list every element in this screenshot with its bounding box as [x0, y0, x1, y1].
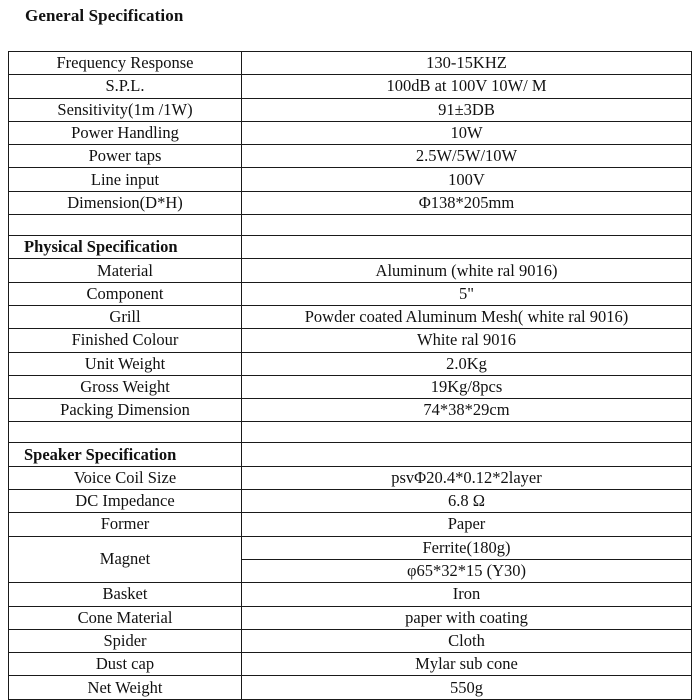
- spec-label: Net Weight: [9, 676, 242, 699]
- spec-row-dust-cap: [9, 653, 692, 676]
- spec-row-material: [9, 259, 692, 282]
- spec-value: Ferrite(180g): [242, 536, 692, 559]
- spec-value: Aluminum (white ral 9016): [242, 259, 692, 282]
- spec-value: Paper: [242, 513, 692, 536]
- spec-value: psvΦ20.4*0.12*2layer: [242, 466, 692, 489]
- spec-label: Gross Weight: [9, 375, 242, 398]
- spec-label: Voice Coil Size: [9, 466, 242, 489]
- spec-label: Packing Dimension: [9, 399, 242, 422]
- spec-value: 10W: [242, 121, 692, 144]
- spacer-row: [9, 215, 692, 236]
- spec-label: Finished Colour: [9, 329, 242, 352]
- spec-label: Line input: [9, 168, 242, 191]
- spec-value: 130-15KHZ: [242, 52, 692, 75]
- spec-label: S.P.L.: [9, 75, 242, 98]
- spec-label: Frequency Response: [9, 52, 242, 75]
- empty-cell: [9, 215, 242, 236]
- specification-table: [8, 51, 692, 700]
- spec-label: Power Handling: [9, 121, 242, 144]
- spec-value: Powder coated Aluminum Mesh( white ral 9016): [242, 305, 692, 328]
- section-header-speaker: [9, 443, 692, 466]
- spec-label: Component: [9, 282, 242, 305]
- spec-row-dc-impedance: [9, 490, 692, 513]
- spec-label: Spider: [9, 629, 242, 652]
- spec-value: 5": [242, 282, 692, 305]
- spec-row-magnet: [9, 536, 692, 559]
- section-header-physical: [9, 236, 692, 259]
- spec-label: Former: [9, 513, 242, 536]
- spec-label: Material: [9, 259, 242, 282]
- spec-label: Dust cap: [9, 653, 242, 676]
- spec-row-grill: [9, 305, 692, 328]
- spec-value: 19Kg/8pcs: [242, 375, 692, 398]
- spec-row-cone-material: [9, 606, 692, 629]
- spec-value: 100V: [242, 168, 692, 191]
- spec-row-spl: [9, 75, 692, 98]
- spec-row-packing-dimension: [9, 399, 692, 422]
- spec-row-unit-weight: [9, 352, 692, 375]
- empty-cell: [242, 443, 692, 466]
- spec-value: φ65*32*15 (Y30): [242, 559, 692, 582]
- spec-row-power-handling: [9, 121, 692, 144]
- spec-value: paper with coating: [242, 606, 692, 629]
- spec-label: Power taps: [9, 145, 242, 168]
- general-specification-title: General Specification: [25, 6, 184, 25]
- spec-value: Mylar sub cone: [242, 653, 692, 676]
- spec-label: DC Impedance: [9, 490, 242, 513]
- spec-value: Cloth: [242, 629, 692, 652]
- spec-row-line-input: [9, 168, 692, 191]
- spec-label: Grill: [9, 305, 242, 328]
- spec-row-sensitivity: [9, 98, 692, 121]
- spec-value: 74*38*29cm: [242, 399, 692, 422]
- spec-value: Φ138*205mm: [242, 191, 692, 214]
- empty-cell: [242, 422, 692, 443]
- spec-label: Basket: [9, 583, 242, 606]
- spec-label: Sensitivity(1m /1W): [9, 98, 242, 121]
- spec-row-basket: [9, 583, 692, 606]
- spec-row-voice-coil-size: [9, 466, 692, 489]
- spec-value: White ral 9016: [242, 329, 692, 352]
- spec-label: Magnet: [9, 536, 242, 583]
- spacer-row: [9, 422, 692, 443]
- section-title: Speaker Specification: [9, 443, 242, 466]
- spec-label: Cone Material: [9, 606, 242, 629]
- spec-row-finished-colour: [9, 329, 692, 352]
- spec-value: Iron: [242, 583, 692, 606]
- spec-value: 2.0Kg: [242, 352, 692, 375]
- spec-value: 2.5W/5W/10W: [242, 145, 692, 168]
- spec-value: 6.8 Ω: [242, 490, 692, 513]
- spec-row-dimension: [9, 191, 692, 214]
- spec-row-frequency-response: [9, 52, 692, 75]
- spec-row-gross-weight: [9, 375, 692, 398]
- empty-cell: [9, 422, 242, 443]
- empty-cell: [242, 215, 692, 236]
- spec-label: Dimension(D*H): [9, 191, 242, 214]
- spec-value: 550g: [242, 676, 692, 699]
- spec-value: 100dB at 100V 10W/ M: [242, 75, 692, 98]
- spec-row-former: [9, 513, 692, 536]
- spec-value: 91±3DB: [242, 98, 692, 121]
- spec-row-component: [9, 282, 692, 305]
- spec-row-net-weight: [9, 676, 692, 699]
- spec-row-power-taps: [9, 145, 692, 168]
- empty-cell: [242, 236, 692, 259]
- section-title: Physical Specification: [9, 236, 242, 259]
- spec-row-spider: [9, 629, 692, 652]
- spec-label: Unit Weight: [9, 352, 242, 375]
